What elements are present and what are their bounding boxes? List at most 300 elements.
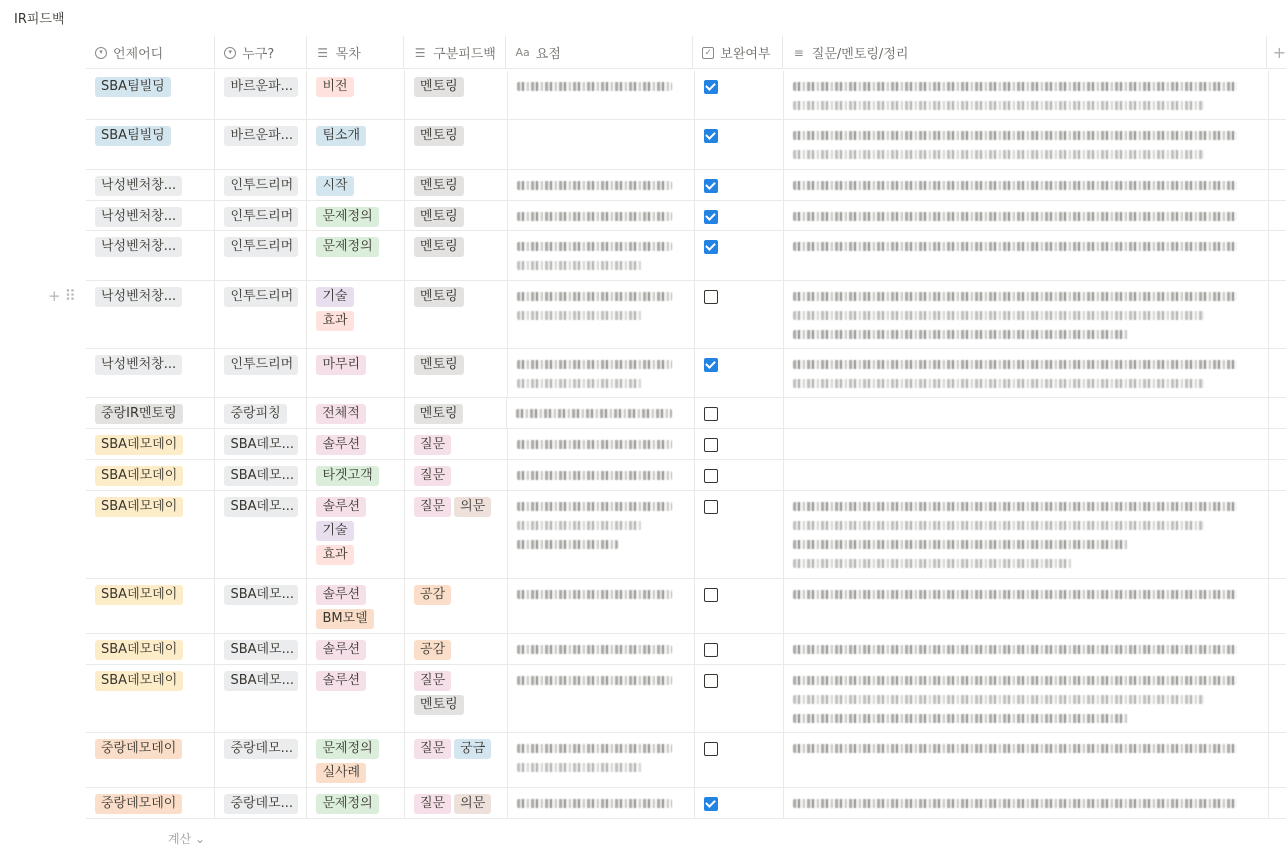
tag: 질문	[414, 794, 451, 814]
cell-who[interactable]	[215, 398, 307, 428]
cell-key-point[interactable]	[508, 120, 695, 169]
tag: 솔루션	[316, 585, 366, 605]
tag: 멘토링	[414, 176, 464, 196]
checkbox-unchecked[interactable]	[704, 469, 718, 483]
cell-notes[interactable]	[784, 634, 1269, 664]
cell-spacer	[1269, 429, 1286, 459]
cell-key-point[interactable]	[508, 665, 695, 732]
cell-notes[interactable]	[784, 201, 1269, 230]
tag: 낙성벤처창...	[95, 287, 182, 307]
add-column-button[interactable]: +	[1272, 43, 1286, 62]
table-row[interactable]	[48, 281, 1286, 349]
column-header-key[interactable]	[506, 36, 693, 69]
cell-notes[interactable]	[784, 231, 1269, 280]
cell-toc[interactable]	[307, 634, 405, 664]
cell-spacer	[1269, 349, 1286, 397]
cell-spacer	[1269, 579, 1286, 633]
tag: SBA데모...	[224, 585, 298, 605]
cell-feedback-type[interactable]	[405, 733, 508, 787]
tag: 공감	[414, 640, 451, 660]
cell-key-point[interactable]	[508, 201, 695, 230]
redacted-text	[793, 540, 1129, 549]
tag: SBA데모...	[224, 435, 298, 455]
tag: 낙성벤처창...	[95, 237, 182, 257]
redacted-text	[793, 330, 1129, 339]
page-title: IR피드백	[14, 12, 65, 27]
redacted-text	[793, 82, 1236, 91]
add-row-icon[interactable]: +	[48, 287, 61, 305]
redacted-text	[517, 292, 673, 301]
tag: 기술	[316, 287, 353, 307]
cell-when[interactable]	[86, 634, 215, 664]
cell-when[interactable]	[86, 349, 215, 397]
redacted-text	[517, 744, 673, 753]
cell-spacer	[1269, 170, 1286, 200]
cell-supplement	[695, 398, 785, 428]
tag: 시작	[316, 176, 353, 196]
table-row[interactable]	[86, 733, 1286, 788]
cell-notes[interactable]	[784, 120, 1269, 169]
cell-toc[interactable]	[307, 170, 405, 200]
cell-feedback-type[interactable]	[405, 120, 508, 169]
cell-key-point[interactable]	[508, 733, 695, 787]
redacted-text	[517, 311, 644, 320]
cell-when[interactable]	[86, 201, 215, 230]
cell-key-point[interactable]	[507, 398, 694, 428]
cell-toc[interactable]	[307, 231, 405, 280]
cell-key-point[interactable]	[508, 281, 695, 348]
cell-when[interactable]	[86, 281, 215, 348]
cell-toc[interactable]	[307, 733, 405, 787]
cell-toc[interactable]	[307, 429, 405, 459]
tag: SBA데모데이	[95, 585, 183, 605]
tag: 비전	[316, 77, 353, 97]
redacted-text	[793, 292, 1236, 301]
tag: 솔루션	[316, 671, 366, 691]
cell-notes[interactable]	[784, 733, 1269, 787]
multiselect-icon: ☰	[414, 45, 426, 60]
tag: SBA데모데이	[95, 640, 183, 660]
cell-who[interactable]	[215, 491, 307, 578]
redacted-text	[517, 645, 673, 654]
column-label: 구분피드백	[433, 47, 496, 62]
tag: 중랑데모...	[224, 794, 298, 814]
cell-who[interactable]	[215, 170, 307, 200]
cell-notes[interactable]	[784, 398, 1269, 428]
redacted-text	[517, 242, 673, 251]
cell-spacer	[1269, 491, 1286, 578]
column-header-toc[interactable]	[307, 36, 404, 69]
tag: 멘토링	[414, 355, 464, 375]
cell-spacer	[1269, 788, 1286, 818]
cell-when[interactable]	[86, 429, 215, 459]
redacted-text	[793, 744, 1236, 753]
cell-notes[interactable]	[784, 491, 1269, 578]
cell-toc[interactable]	[307, 398, 405, 428]
table-row[interactable]	[86, 634, 1286, 665]
checkbox-checked[interactable]	[704, 80, 718, 94]
redacted-text	[517, 471, 673, 480]
cell-toc[interactable]	[307, 349, 405, 397]
cell-who[interactable]	[215, 349, 307, 397]
select-icon: ▾	[95, 47, 107, 59]
cell-notes[interactable]	[784, 349, 1269, 397]
cell-supplement	[695, 120, 785, 169]
table-row[interactable]	[86, 579, 1286, 634]
redacted-text	[517, 676, 673, 685]
tag: SBA데모데이	[95, 497, 183, 517]
table-row[interactable]	[86, 398, 1286, 429]
cell-supplement	[695, 170, 785, 200]
table-row[interactable]	[86, 231, 1286, 281]
tag: 문제정의	[316, 739, 378, 759]
cell-toc[interactable]	[307, 201, 405, 230]
redacted-text	[517, 540, 618, 549]
tag: 멘토링	[414, 695, 464, 715]
redacted-text	[793, 676, 1236, 685]
tag: 중랑IR멘토링	[95, 404, 183, 424]
cell-notes[interactable]	[784, 665, 1269, 732]
cell-notes[interactable]	[784, 281, 1269, 348]
cell-key-point[interactable]	[508, 429, 695, 459]
tag: 궁금	[454, 739, 491, 759]
tag: 솔루션	[316, 497, 366, 517]
redacted-text	[517, 799, 673, 808]
checkbox-unchecked[interactable]	[704, 407, 718, 421]
tag: 멘토링	[414, 77, 464, 97]
tag: 인투드리머	[224, 355, 298, 375]
cell-toc[interactable]	[307, 120, 405, 169]
cell-supplement	[695, 201, 785, 230]
cell-feedback-type[interactable]	[405, 429, 508, 459]
tag: 솔루션	[316, 435, 366, 455]
tag: SBA팀빌딩	[95, 126, 171, 146]
cell-who[interactable]	[215, 231, 307, 280]
redacted-text	[793, 521, 1204, 530]
cell-spacer	[1269, 71, 1286, 119]
cell-supplement	[695, 429, 785, 459]
cell-spacer	[1269, 665, 1286, 732]
column-label: 누구?	[242, 47, 275, 62]
checkbox-checked[interactable]	[704, 240, 718, 254]
multiselect-icon: ☰	[317, 45, 329, 60]
redacted-text	[516, 409, 672, 418]
cell-supplement	[695, 634, 785, 664]
cell-key-point[interactable]	[508, 231, 695, 280]
cell-toc[interactable]	[307, 71, 405, 119]
cell-feedback-type[interactable]	[405, 460, 508, 490]
cell-supplement	[695, 231, 785, 280]
cell-feedback-type[interactable]	[405, 170, 508, 200]
tag: SBA데모데이	[95, 435, 183, 455]
cell-notes[interactable]	[784, 71, 1269, 119]
redacted-text	[517, 82, 673, 91]
tag: 질문	[414, 497, 451, 517]
cell-toc[interactable]	[307, 665, 405, 732]
column-header-qa[interactable]	[783, 36, 1267, 69]
redacted-text	[793, 212, 1236, 221]
tag: 멘토링	[414, 237, 464, 257]
redacted-text	[517, 440, 673, 449]
cell-key-point[interactable]	[508, 579, 695, 633]
cell-key-point[interactable]	[508, 170, 695, 200]
cell-feedback-type[interactable]	[405, 634, 508, 664]
tag: SBA데모...	[224, 497, 298, 517]
cell-when[interactable]	[86, 460, 215, 490]
cell-who[interactable]	[215, 281, 307, 348]
cell-who[interactable]	[215, 460, 307, 490]
tag: 공감	[414, 585, 451, 605]
cell-when[interactable]	[86, 120, 215, 169]
drag-handle-icon[interactable]: ⠿	[64, 287, 76, 305]
cell-key-point[interactable]	[508, 788, 695, 818]
cell-feedback-type[interactable]	[405, 281, 508, 348]
cell-supplement	[695, 281, 785, 348]
cell-when[interactable]	[86, 398, 215, 428]
tag: 의문	[454, 794, 491, 814]
redacted-text	[517, 502, 673, 511]
cell-key-point[interactable]	[508, 634, 695, 664]
cell-toc[interactable]	[307, 579, 405, 633]
column-label: 언제어디	[113, 47, 164, 62]
cell-when[interactable]	[86, 231, 215, 280]
cell-when[interactable]	[86, 665, 215, 732]
cell-toc[interactable]	[307, 281, 405, 348]
cell-toc[interactable]	[307, 491, 405, 578]
cell-supplement	[695, 491, 785, 578]
cell-feedback-type[interactable]	[405, 665, 508, 732]
checkbox-unchecked[interactable]	[704, 742, 718, 756]
checkbox-checked[interactable]	[704, 797, 718, 811]
redacted-text	[793, 695, 1204, 704]
cell-who[interactable]	[215, 788, 307, 818]
tag: 마무리	[316, 355, 366, 375]
table-row[interactable]	[86, 201, 1286, 231]
cell-when[interactable]	[86, 579, 215, 633]
tag: 타겟고객	[316, 466, 378, 486]
redacted-text	[517, 181, 673, 190]
redacted-text	[517, 590, 673, 599]
tag: 효과	[316, 311, 353, 331]
cell-key-point[interactable]	[508, 491, 695, 578]
redacted-text	[793, 150, 1204, 159]
row-handle	[48, 287, 76, 305]
redacted-text	[793, 101, 1204, 110]
redacted-text	[793, 645, 1236, 654]
table-row[interactable]	[86, 170, 1286, 201]
tag: 낙성벤처창...	[95, 176, 182, 196]
cell-supplement	[695, 71, 785, 119]
redacted-text	[517, 763, 644, 772]
cell-when[interactable]	[86, 733, 215, 787]
cell-spacer	[1269, 634, 1286, 664]
tag: 효과	[316, 545, 353, 565]
column-label: 보완여부	[720, 47, 771, 62]
cell-notes[interactable]	[784, 460, 1269, 490]
cell-feedback-type[interactable]	[405, 579, 508, 633]
cell-feedback-type[interactable]	[405, 231, 508, 280]
cell-key-point[interactable]	[508, 349, 695, 397]
cell-supplement	[695, 733, 785, 787]
checkbox-unchecked[interactable]	[704, 674, 718, 688]
cell-feedback-type[interactable]	[405, 71, 508, 119]
tag: 팀소개	[316, 126, 366, 146]
tag: 전체적	[316, 404, 366, 424]
cell-spacer	[1269, 460, 1286, 490]
tag: 인투드리머	[224, 207, 298, 227]
tag: 문제정의	[316, 794, 378, 814]
checkbox-unchecked[interactable]	[704, 500, 718, 514]
tag: BM모델	[316, 609, 373, 629]
cell-who[interactable]	[215, 665, 307, 732]
checkbox-checked[interactable]	[704, 179, 718, 193]
table-row[interactable]	[86, 788, 1286, 819]
column-label: 질문/멘토링/정리	[811, 47, 909, 62]
tag: 기술	[316, 521, 353, 541]
cell-supplement	[695, 349, 785, 397]
cell-toc[interactable]	[307, 460, 405, 490]
cell-feedback-type[interactable]	[405, 491, 508, 578]
tag: SBA데모...	[224, 671, 298, 691]
tag: 중랑데모...	[224, 739, 298, 759]
cell-notes[interactable]	[784, 429, 1269, 459]
tag: 인투드리머	[224, 176, 298, 196]
redacted-text	[517, 261, 644, 270]
column-header-chk[interactable]	[693, 36, 782, 69]
redacted-text	[793, 502, 1236, 511]
checkbox-icon: ✓	[702, 47, 714, 59]
cell-when[interactable]	[86, 491, 215, 578]
cell-who[interactable]	[215, 201, 307, 230]
cell-spacer	[1269, 281, 1286, 348]
tag: 중랑피칭	[224, 404, 286, 424]
cell-who[interactable]	[215, 733, 307, 787]
cell-notes[interactable]	[784, 788, 1269, 818]
tag: 의문	[454, 497, 491, 517]
tag: 인투드리머	[224, 287, 298, 307]
cell-spacer	[1269, 120, 1286, 169]
cell-feedback-type[interactable]	[405, 349, 508, 397]
checkbox-unchecked[interactable]	[704, 643, 718, 657]
table-row[interactable]	[86, 491, 1286, 579]
cell-notes[interactable]	[784, 579, 1269, 633]
table-row[interactable]	[86, 460, 1286, 491]
cell-feedback-type[interactable]	[405, 201, 508, 230]
checkbox-unchecked[interactable]	[704, 588, 718, 602]
tag: 질문	[414, 739, 451, 759]
cell-spacer	[1269, 201, 1286, 230]
tag: SBA데모데이	[95, 671, 183, 691]
tag: 중랑데모데이	[95, 794, 182, 814]
tag: 솔루션	[316, 640, 366, 660]
tag: SBA데모...	[224, 466, 298, 486]
tag: 인투드리머	[224, 237, 298, 257]
cell-spacer	[1269, 733, 1286, 787]
calculate-button[interactable]: 계산 ⌄	[168, 832, 206, 846]
cell-supplement	[695, 579, 785, 633]
redacted-text	[517, 212, 673, 221]
tag: 바르운파...	[224, 126, 298, 146]
redacted-text	[793, 311, 1204, 320]
database-table	[48, 36, 1286, 824]
title-aa-icon: Aa	[515, 46, 530, 59]
redacted-text	[517, 521, 644, 530]
table-row[interactable]	[86, 429, 1286, 460]
cell-feedback-type[interactable]	[405, 788, 508, 818]
cell-when[interactable]	[86, 71, 215, 119]
redacted-text	[793, 181, 1236, 190]
cell-spacer	[1269, 398, 1286, 428]
table-row[interactable]	[86, 665, 1286, 733]
text-lines-icon: ≡	[793, 45, 804, 60]
cell-who[interactable]	[215, 71, 307, 119]
tag: SBA데모데이	[95, 466, 183, 486]
cell-who[interactable]	[215, 429, 307, 459]
cell-toc[interactable]	[307, 788, 405, 818]
cell-when[interactable]	[86, 788, 215, 818]
cell-supplement	[695, 460, 785, 490]
tag: 멘토링	[414, 287, 464, 307]
tag: 바르운파...	[224, 77, 298, 97]
tag: 문제정의	[316, 207, 378, 227]
redacted-text	[517, 360, 673, 369]
checkbox-checked[interactable]	[704, 210, 718, 224]
checkbox-checked[interactable]	[704, 129, 718, 143]
tag: 질문	[414, 435, 451, 455]
cell-supplement	[695, 788, 785, 818]
cell-who[interactable]	[215, 579, 307, 633]
cell-notes[interactable]	[784, 170, 1269, 200]
tag: 멘토링	[414, 126, 464, 146]
table-row[interactable]	[86, 349, 1286, 398]
tag: SBA데모...	[224, 640, 298, 660]
tag: 질문	[414, 671, 451, 691]
column-header-when[interactable]	[86, 36, 215, 69]
redacted-text	[793, 131, 1236, 140]
column-header-who[interactable]	[215, 36, 306, 69]
table-row[interactable]	[86, 71, 1286, 120]
redacted-text	[793, 590, 1236, 599]
cell-key-point[interactable]	[508, 71, 695, 119]
column-header-type[interactable]	[404, 36, 506, 69]
tag: 중랑데모데이	[95, 739, 182, 759]
redacted-text	[793, 559, 1073, 568]
cell-key-point[interactable]	[508, 460, 695, 490]
tag: 멘토링	[414, 404, 464, 424]
cell-feedback-type[interactable]	[405, 398, 508, 428]
select-icon: ▾	[224, 47, 236, 59]
tag: 낙성벤처창...	[95, 207, 182, 227]
table-row[interactable]	[86, 120, 1286, 170]
checkbox-unchecked[interactable]	[704, 290, 718, 304]
table-header	[86, 36, 1286, 69]
checkbox-checked[interactable]	[704, 358, 718, 372]
tag: 실사례	[316, 763, 366, 783]
column-label: 요점	[535, 47, 561, 62]
redacted-text	[793, 714, 1129, 723]
checkbox-unchecked[interactable]	[704, 438, 718, 452]
column-label: 목차	[335, 47, 361, 62]
tag: 낙성벤처창...	[95, 355, 182, 375]
redacted-text	[793, 242, 1236, 251]
cell-who[interactable]	[215, 120, 307, 169]
cell-when[interactable]	[86, 170, 215, 200]
cell-spacer	[1269, 231, 1286, 280]
redacted-text	[793, 360, 1236, 369]
cell-who[interactable]	[215, 634, 307, 664]
redacted-text	[793, 799, 1236, 808]
redacted-text	[517, 379, 644, 388]
